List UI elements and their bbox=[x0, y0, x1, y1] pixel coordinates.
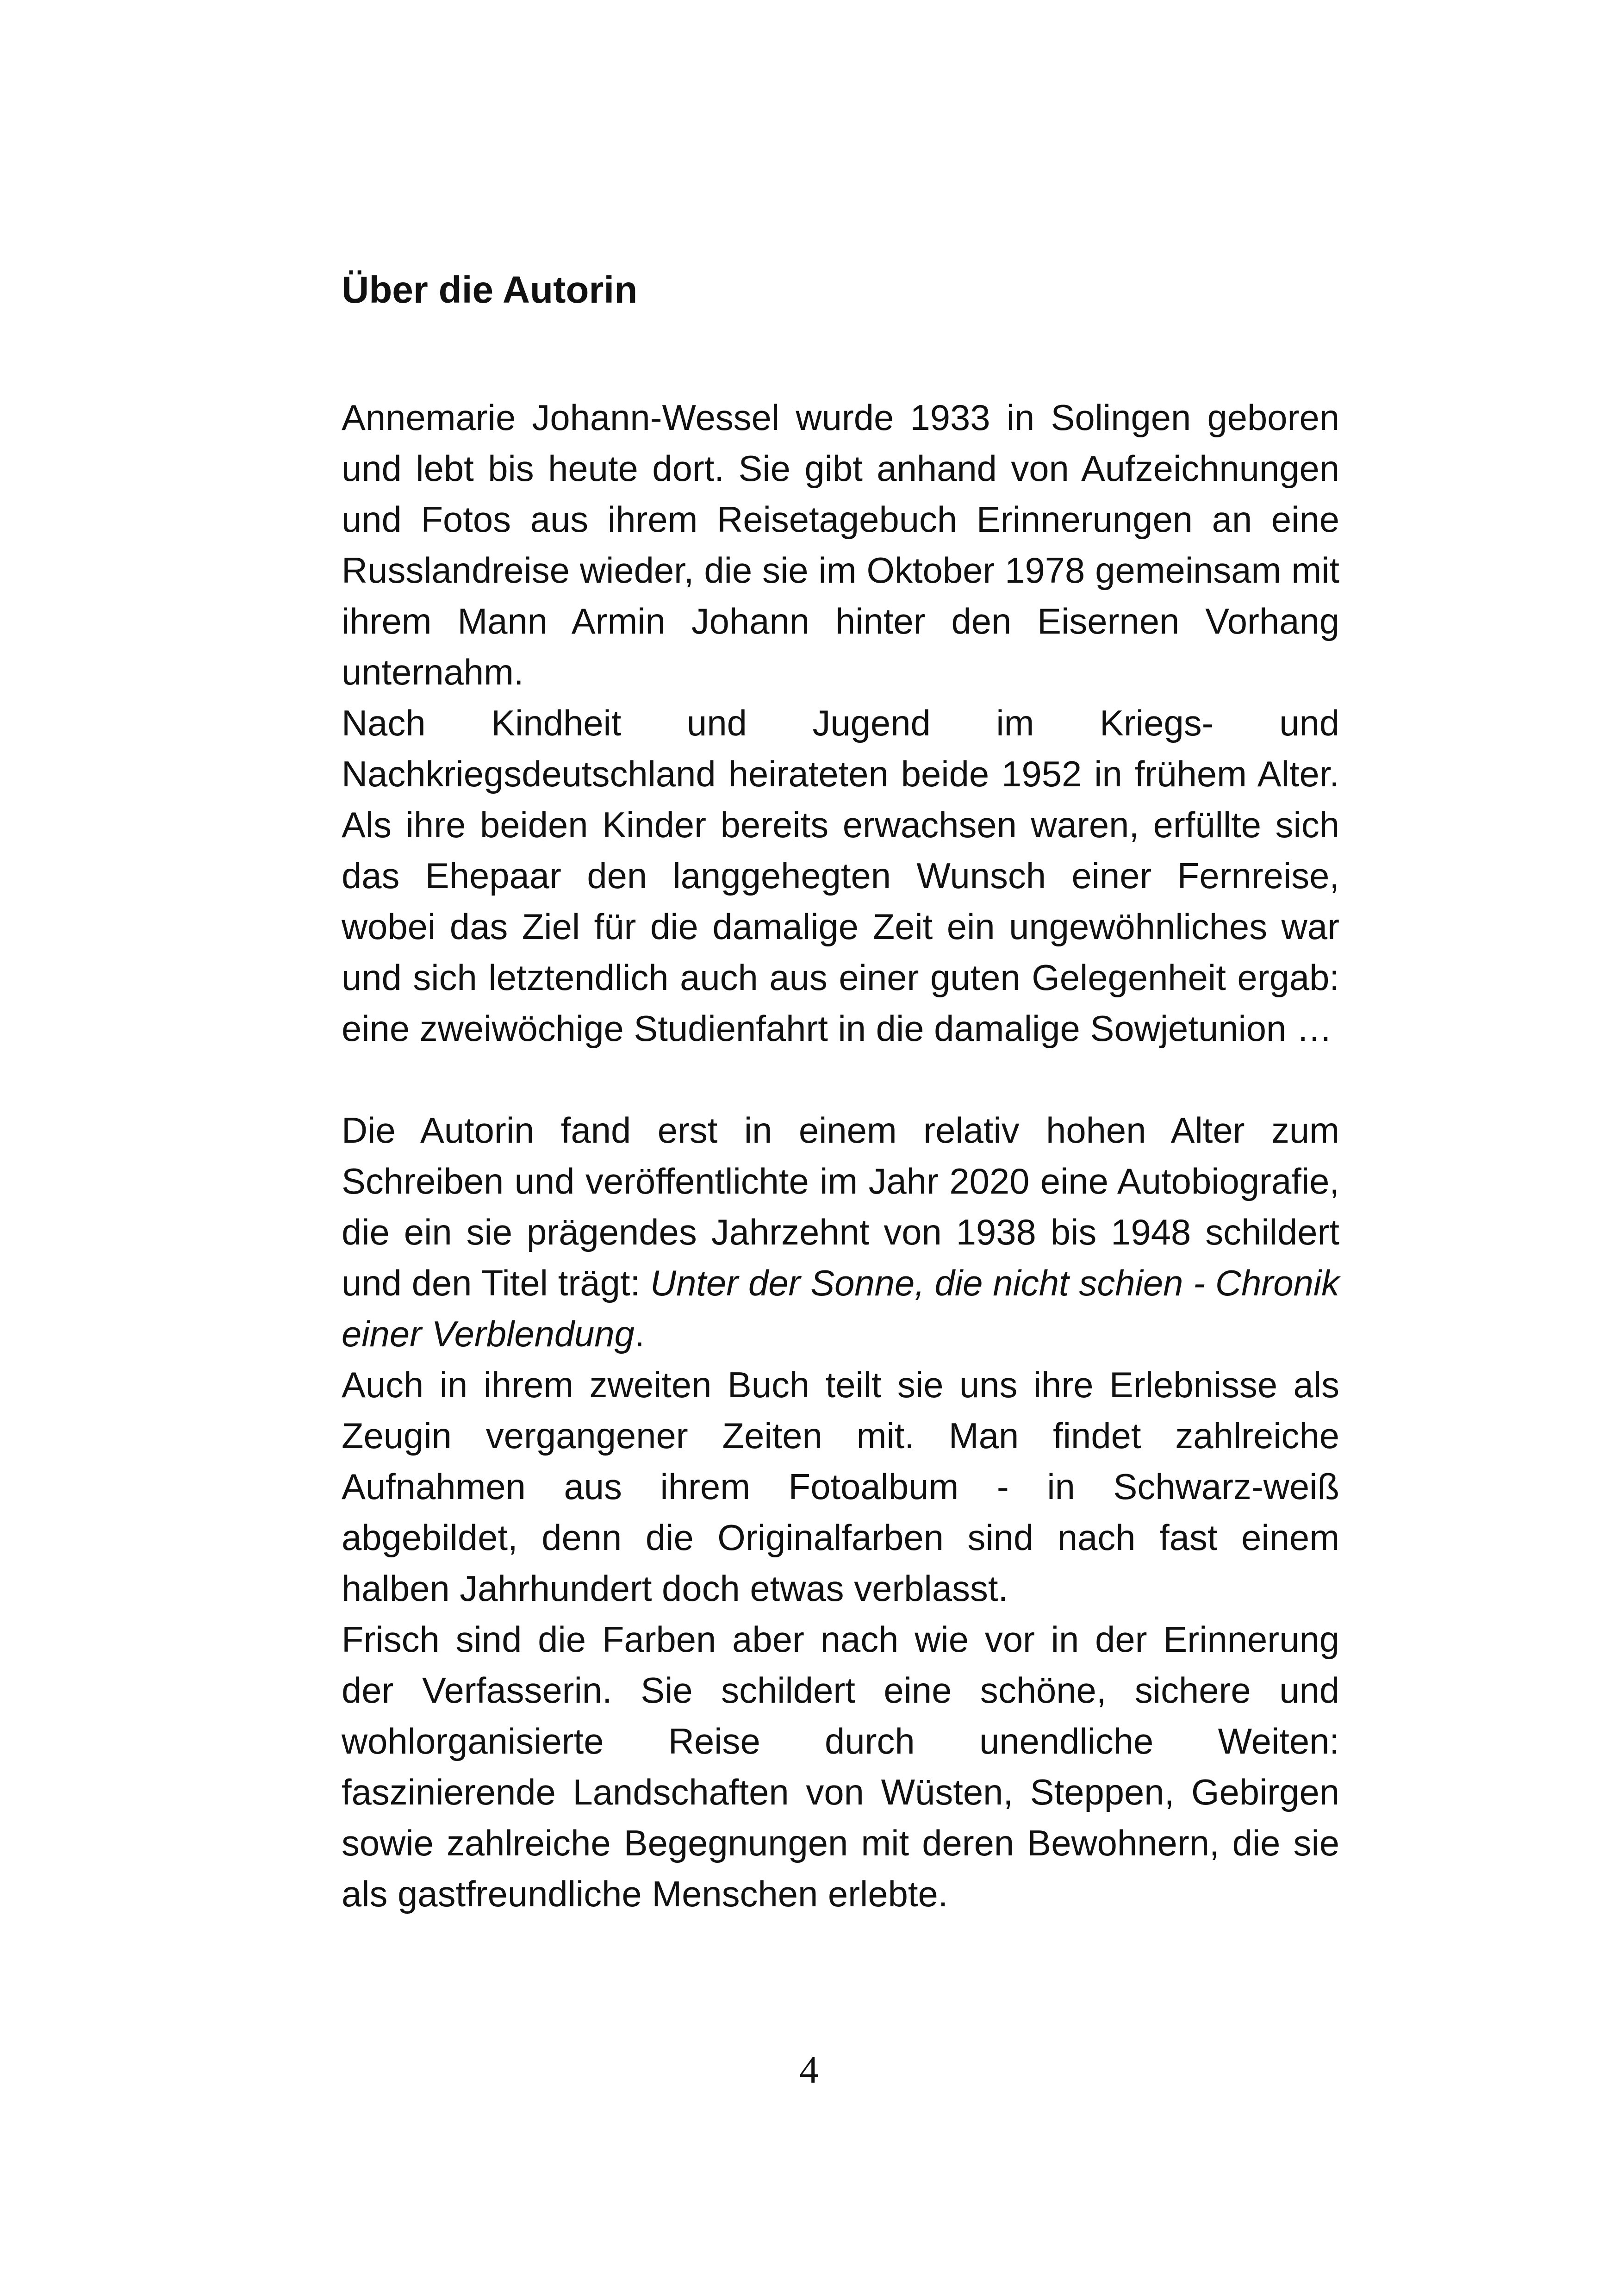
paragraph-biography-intro: Annemarie Johann-Wessel wurde 1933 in Solingen geboren und lebt bis heute dort. Sie gibt anhand von Aufzeichnungen und Fotos aus ihrem Reisetagebuch Erinnerungen an eine Russlandreise wieder, die sie im Oktober 1978 gemeinsam mit ihrem Mann Armin Johann hinter den Eisernen Vorhang unternahm. bbox=[342, 398, 1339, 692]
spacer bbox=[342, 1054, 1339, 1105]
page-number: 4 bbox=[799, 2048, 819, 2091]
book-title: Unter der Sonne, die nicht schien - Chronik einer Verblendung bbox=[342, 1263, 1339, 1354]
paragraph-first-book bbox=[342, 1105, 1339, 1360]
paragraph-biography-life: Nach Kindheit und Jugend im Kriegs- und Nachkriegsdeutschland heirateten beide 1952 in frühem Alter. Als ihre beiden Kinder bereits erwachsen waren, erfüllte sich das Ehepaar den langgehegten Wunsch einer Fernreise, wobei das Ziel für die damalige Zeit ein ungewöhnliches war und sich letztendlich auch aus einer guten Gelegenheit ergab: eine zweiwöchige Studienfahrt in die damalige Sowjetunion … bbox=[342, 703, 1339, 1049]
paragraph-first-book-text: Die Autorin fand erst in einem relativ hohen Alter zum Schreiben und veröffentlichte im Jahr 2020 eine Autobiografie, die ein sie prägendes Jahrzehnt von 1938 bis 1948 schildert und den Titel trägt: bbox=[342, 1111, 1339, 1303]
page-content bbox=[342, 265, 1339, 1920]
section-heading: Über die Autorin bbox=[342, 269, 638, 311]
paragraph-second-book: Auch in ihrem zweiten Buch teilt sie uns ihre Erlebnisse als Zeugin vergangener Zeiten mit. Man findet zahlreiche Aufnahmen aus ihrem Fotoalbum - in Schwarz-weiß abgebildet, denn die Originalfarben sind nach fast einem halben Jahrhundert doch etwas verblasst. bbox=[342, 1365, 1339, 1609]
spacer bbox=[342, 316, 1339, 392]
paragraph-first-book-end: . bbox=[634, 1314, 645, 1354]
paragraph-memories: Frisch sind die Farben aber nach wie vor in der Erinnerung der Verfasserin. Sie schildert eine schöne, sichere und wohlorganisierte Reise durch unendliche Weiten: faszinierende Landschaften von Wüsten, Steppen, Gebirgen sowie zahlreiche Begegnungen mit deren Bewohnern, die sie als gastfreundliche Menschen erlebte. bbox=[342, 1620, 1339, 1914]
